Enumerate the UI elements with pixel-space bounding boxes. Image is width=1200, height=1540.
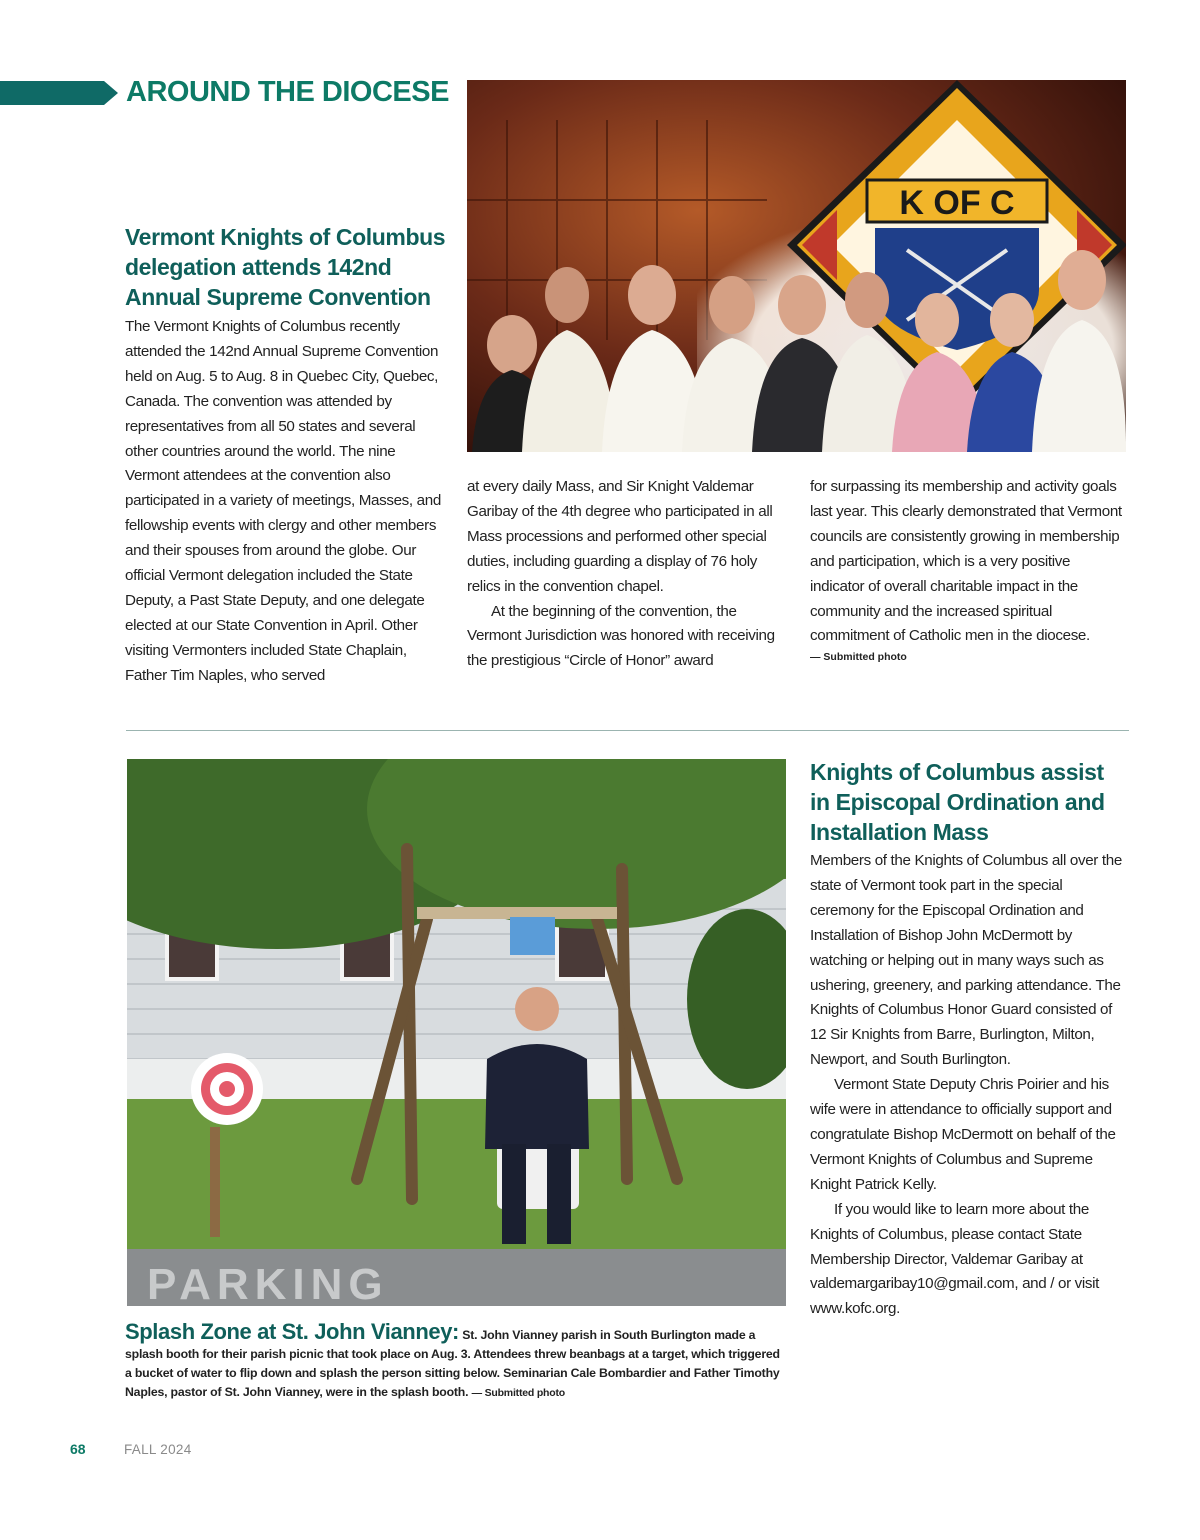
article2-body — [810, 849, 1128, 1322]
page-number: 68 — [70, 1441, 86, 1457]
article1-headline — [125, 222, 455, 312]
section-divider — [126, 730, 1129, 731]
article1-headline-line2: delegation attends 142nd — [125, 254, 392, 280]
section-arrow-bar — [0, 81, 118, 105]
article1-photo-credit: — Submitted photo — [810, 651, 907, 664]
knights-group-photo — [467, 80, 1126, 452]
article2-para1: Members of the Knights of Columbus all over the state of Vermont took part in the special ceremony for the Episcopal Ordination and Installation of Bishop John McDermott by watching or helping out in many ways such as ushering, greenery, and parking attendance. The Knights of Columbus Honor Guard consisted of 12 Sir Knights from Barre, Burlington, Milton, Newport, and South Burlington. — [810, 852, 1122, 1069]
article1-col2-para2: At the beginning of the convention, the Vermont Jurisdiction was honored with receiving the prestigious “Circle of Honor” award — [467, 602, 775, 670]
emblem-text: K OF C — [899, 184, 1015, 222]
article2-headline-line2: in Episcopal Ordination and — [810, 789, 1105, 815]
article1-column3 — [810, 475, 1128, 665]
article1-headline-line3: Annual Supreme Convention — [125, 284, 431, 310]
splash-caption-title: Splash Zone at St. John Vianney: — [125, 1319, 459, 1344]
splash-caption — [125, 1319, 787, 1403]
svg-text:PARKING: PARKING — [147, 1260, 389, 1306]
splash-caption-credit: — Submitted photo — [471, 1387, 565, 1399]
article2-headline — [810, 757, 1130, 847]
splash-booth-photo — [127, 759, 786, 1306]
article1-col1-text: The Vermont Knights of Columbus recently attended the 142nd Annual Supreme Convention held on Aug. 5 to Aug. 8 in Quebec City, Quebec, Canada. The convention was attended by representatives from all 50 states and several other countries around the world. The nine Vermont attendees at the convention also participated in a variety of meetings, Masses, and fellowship events with clergy and other members and their spouses from around the globe. Our official Vermont delegation included the State Deputy, a Past State Deputy, and one delegate elected at our State Convention in April. Other visiting Vermonters included State Chaplain, Father Tim Naples, who served — [125, 318, 441, 684]
article2-headline-line3: Installation Mass — [810, 819, 989, 845]
article1-col3-text: for surpassing its membership and activity goals last year. This clearly demonstrated that Vermont councils are consistently growing in membership and participation, which is a very positive indicator of overall charitable impact in the community and the increased spiritual commitment of Catholic men in the diocese. — [810, 478, 1122, 645]
article1-column2 — [467, 475, 785, 674]
article2-para2: Vermont State Deputy Chris Poirier and his wife were in attendance to officially support and congratulate Bishop McDermott on behalf of the Vermont Knights of Columbus and Supreme Knight Patrick Kelly. — [810, 1076, 1116, 1193]
article1-headline-line1: Vermont Knights of Columbus — [125, 224, 446, 250]
issue-label: FALL 2024 — [124, 1442, 192, 1457]
splash-caption-text: St. John Vianney parish in South Burlington made a splash booth for their parish picnic that took place on Aug. 3. Attendees threw beanbags at a target, which triggered a bucket of water to flip down and splash the person sitting below. Seminarian Cale Bombardier and Father Timothy Naples, pastor of St. John Vianney, were in the splash booth. — [125, 1328, 780, 1399]
section-title: AROUND THE DIOCESE — [126, 76, 449, 108]
article1-col2-para1: at every daily Mass, and Sir Knight Valdemar Garibay of the 4th degree who participated in all Mass processions and performed other special duties, including guarding a display of 76 holy relics in the convention chapel. — [467, 478, 773, 595]
article1-column1 — [125, 315, 443, 689]
article2-para3: If you would like to learn more about the Knights of Columbus, please contact State Membership Director, Valdemar Garibay at valdemargaribay10@gmail.com, and / or visit www.kofc.org. — [810, 1200, 1100, 1318]
article2-headline-line1: Knights of Columbus assist — [810, 759, 1104, 785]
